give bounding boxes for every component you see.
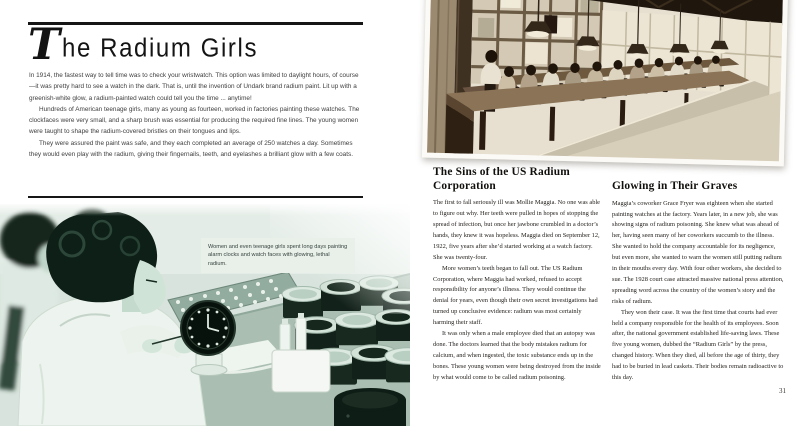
article-column-left — [433, 166, 601, 384]
article-column-right — [612, 166, 785, 384]
section-heading-graves: Glowing in Their Graves — [612, 180, 738, 192]
factory-photo-illustration — [427, 0, 783, 161]
intro-paragraph: In 1914, the fastest way to tell time was to check your wristwatch. This option was limited to daylight hours, of course—it was pretty hard to see a watch in the dark. That is, until the invention of Undark brand radium paint. Lit up with a greenish-white glow, a radium-painted watch could tell you the time ... anytime! — [29, 72, 359, 102]
chapter-title-initial: T — [28, 20, 60, 70]
body-paragraph: The first to fall seriously ill was Mollie Maggia. No one was able to figure out why. Her teeth were pulled in hopes of stopping the spread of infection, but once her jawbone crumbled in a doctor’s hands, they knew it was hopeless. Maggia died on September 12, 1922, five years after she’d started working at a watch factory. She was twenty-four. — [433, 199, 601, 261]
intro-text — [29, 70, 364, 160]
intro-paragraph: They were assured the paint was safe, and they each completed an average of 250 watches a day. Sometimes they would even play with the radium, giving their fingernails, teeth, and eyelashes a brilliant glow with a few coats. — [29, 139, 353, 159]
body-paragraph: Maggia’s coworker Grace Fryer was eighteen when she started painting watches at the factory. Years later, in a new job, she was showing signs of radium poisoning. She knew what was ahead of her, having seen many of her coworkers succumb to the illness. She wanted to hold the company accountable for its negligence, but even more, she wanted to warn the women still putting radium in their mouths every day. With four other workers, she decided to sue. The 1928 court case attracted massive national press attention, spreading word across the country of the women’s story and the risks of radium. — [612, 199, 784, 305]
page-number: 31 — [779, 387, 786, 395]
intro-paragraph: Hundreds of American teenage girls, many as young as fourteen, worked in factories painting these watches. The clockfaces were very small, and a sharp brush was essential for producing the required fine lines. The young women were taught to shape the radium-covered bristles on their tongues and lips. — [29, 105, 360, 136]
factory-photo — [422, 0, 788, 166]
chapter-title — [28, 20, 259, 70]
body-paragraph: It was only when a male employee died that an autopsy was done. The doctors learned that the body mistakes radium for calcium, and when ingested, the toxic substance ends up in the bones. These young women were being destroyed from the inside by what would come to be called radium poisoning. — [433, 330, 601, 381]
section-heading-sins: The Sins of the US Radium Corporation — [433, 166, 570, 192]
body-paragraph: They won their case. It was the first time that courts had ever held a company responsible for the health of its employees. Soon after, the national government established life-saving laws. These five young women, dubbed the “Radium Girls” by the press, changed history. When they died, all before the age of thirty, they had to be buried in lead caskets. Their bodies remain radioactive to this day. — [612, 308, 784, 382]
body-paragraph: More women’s teeth began to fall out. The US Radium Corporation, where Maggia had worked, refused to accept responsibility for anyone’s illness. They would continue the denial for years, even though their own secret investigations had turned up conclusive evidence: radium was most certainly harming their staff. — [433, 264, 598, 327]
photo-caption: Women and even teenage girls spent long days painting alarm clocks and watch faces with glowing, lethal radium. — [201, 238, 355, 273]
chapter-title-rest: he Radium Girls — [62, 33, 259, 63]
divider-rule-bottom — [28, 196, 363, 198]
